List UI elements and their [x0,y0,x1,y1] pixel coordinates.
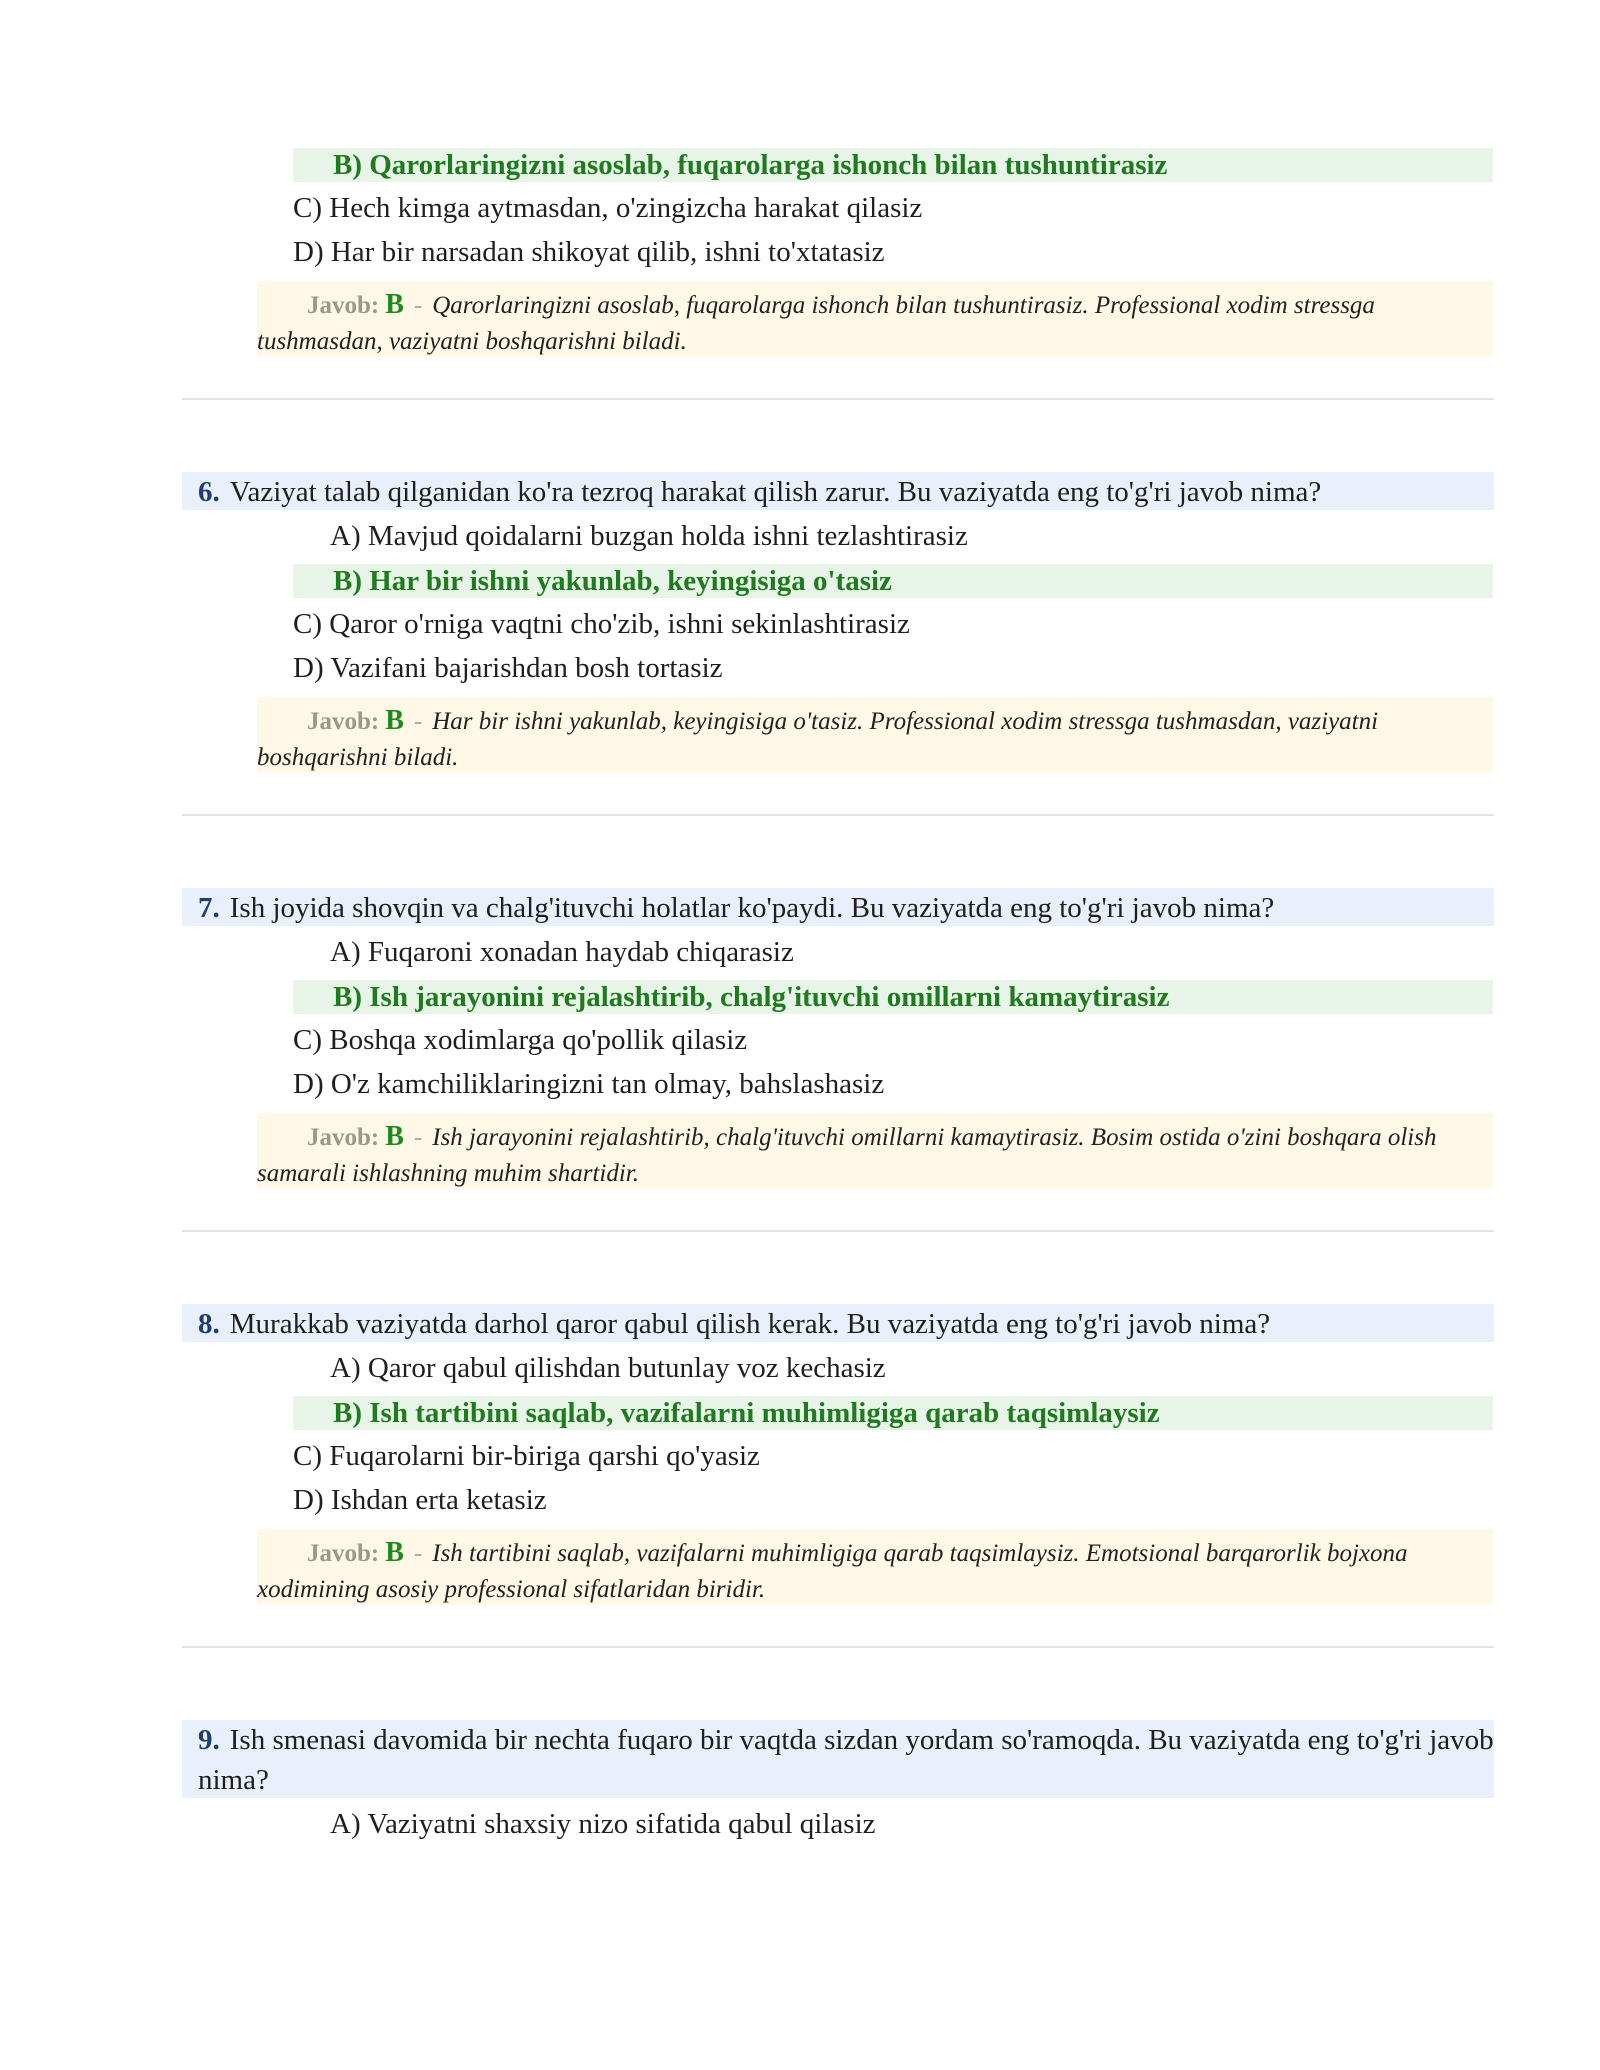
answer-dash: - [413,292,423,319]
q6-option-b-correct[interactable]: B) Har bir ishni yakunlab, keyingisiga o'tasiz [293,564,1493,598]
q5-option-b-correct[interactable]: B) Qarorlaringizni asoslab, fuqarolarga ishonch bilan tushuntirasiz [293,148,1493,182]
q8-option-d[interactable]: D) Ishdan erta ketasiz [293,1484,547,1516]
question-number: 8. [198,1308,220,1340]
question-7 [182,888,1494,926]
divider [182,398,1494,400]
answer-text: Har bir ishni yakunlab, keyingisiga o'tasiz. Professional xodim stressga tushmasdan, vaziyatni boshqarishni biladi. [257,708,1379,771]
answer-text: Ish tartibini saqlab, vazifalarni muhimligiga qarab taqsimlaysiz. Emotsional barqarorlik bojxona xodimining asosiy professional sifatlaridan biridir. [257,1540,1408,1603]
answer-text: Qarorlaringizni asoslab, fuqarolarga ishonch bilan tushuntirasiz. Professional xodim stressga tushmasdan, vaziyatni boshqarishni biladi. [257,292,1375,355]
answer-text: Ish jarayonini rejalashtirib, chalg'ituvchi omillarni kamaytirasiz. Bosim ostida o'zini boshqara olish samarali ishlashning muhim shartidir. [257,1124,1437,1187]
q8-option-a[interactable]: A) Qaror qabul qilishdan butunlay voz kechasiz [330,1352,886,1384]
question-text: Ish smenasi davomida bir nechta fuqaro bir vaqtda sizdan yordam so'ramoqda. Bu vaziyatda eng to'g'ri javob nima? [198,1724,1494,1796]
q8-option-b-correct[interactable]: B) Ish tartibini saqlab, vazifalarni muhimligiga qarab taqsimlaysiz [293,1396,1493,1430]
answer-label: Javob: [307,1124,380,1151]
question-text: Murakkab vaziyatda darhol qaror qabul qilish kerak. Bu vaziyatda eng to'g'ri javob nima? [229,1308,1271,1340]
q5-answer-box [257,281,1493,357]
answer-label: Javob: [307,708,380,735]
answer-label: Javob: [307,292,380,319]
divider [182,1646,1494,1648]
q7-option-d[interactable]: D) O'z kamchiliklaringizni tan olmay, bahslashasiz [293,1068,885,1100]
question-number: 7. [198,892,220,924]
q6-option-c[interactable]: C) Qaror o'rniga vaqtni cho'zib, ishni sekinlashtirasiz [293,608,910,640]
q5-option-c[interactable]: C) Hech kimga aytmasdan, o'zingizcha harakat qilasiz [293,192,923,224]
q8-answer-box [257,1529,1493,1605]
question-6 [182,472,1494,510]
q6-option-d[interactable]: D) Vazifani bajarishdan bosh tortasiz [293,652,723,684]
question-8 [182,1304,1494,1342]
question-9 [182,1720,1494,1798]
divider [182,814,1494,816]
q7-option-b-correct[interactable]: B) Ish jarayonini rejalashtirib, chalg'ituvchi omillarni kamaytirasiz [293,980,1493,1014]
q7-answer-box [257,1113,1493,1189]
question-text: Vaziyat talab qilganidan ko'ra tezroq harakat qilish zarur. Bu vaziyatda eng to'g'ri javob nima? [229,476,1322,508]
answer-letter: B [385,1537,404,1568]
question-number: 9. [198,1724,220,1756]
question-text: Ish joyida shovqin va chalg'ituvchi holatlar ko'paydi. Bu vaziyatda eng to'g'ri javob nima? [229,892,1275,924]
answer-dash: - [413,1540,423,1567]
answer-dash: - [413,1124,423,1151]
answer-letter: B [385,1121,404,1152]
question-number: 6. [198,476,220,508]
q9-option-a[interactable]: A) Vaziyatni shaxsiy nizo sifatida qabul qilasiz [330,1808,876,1840]
answer-dash: - [413,708,423,735]
q7-option-c[interactable]: C) Boshqa xodimlarga qo'pollik qilasiz [293,1024,748,1056]
answer-letter: B [385,289,404,320]
answer-letter: B [385,705,404,736]
q8-option-c[interactable]: C) Fuqarolarni bir-biriga qarshi qo'yasiz [293,1440,760,1472]
q6-option-a[interactable]: A) Mavjud qoidalarni buzgan holda ishni tezlashtirasiz [330,520,968,552]
q6-answer-box [257,697,1493,773]
q5-option-d[interactable]: D) Har bir narsadan shikoyat qilib, ishni to'xtatasiz [293,236,885,268]
answer-label: Javob: [307,1540,380,1567]
divider [182,1230,1494,1232]
q7-option-a[interactable]: A) Fuqaroni xonadan haydab chiqarasiz [330,936,794,968]
